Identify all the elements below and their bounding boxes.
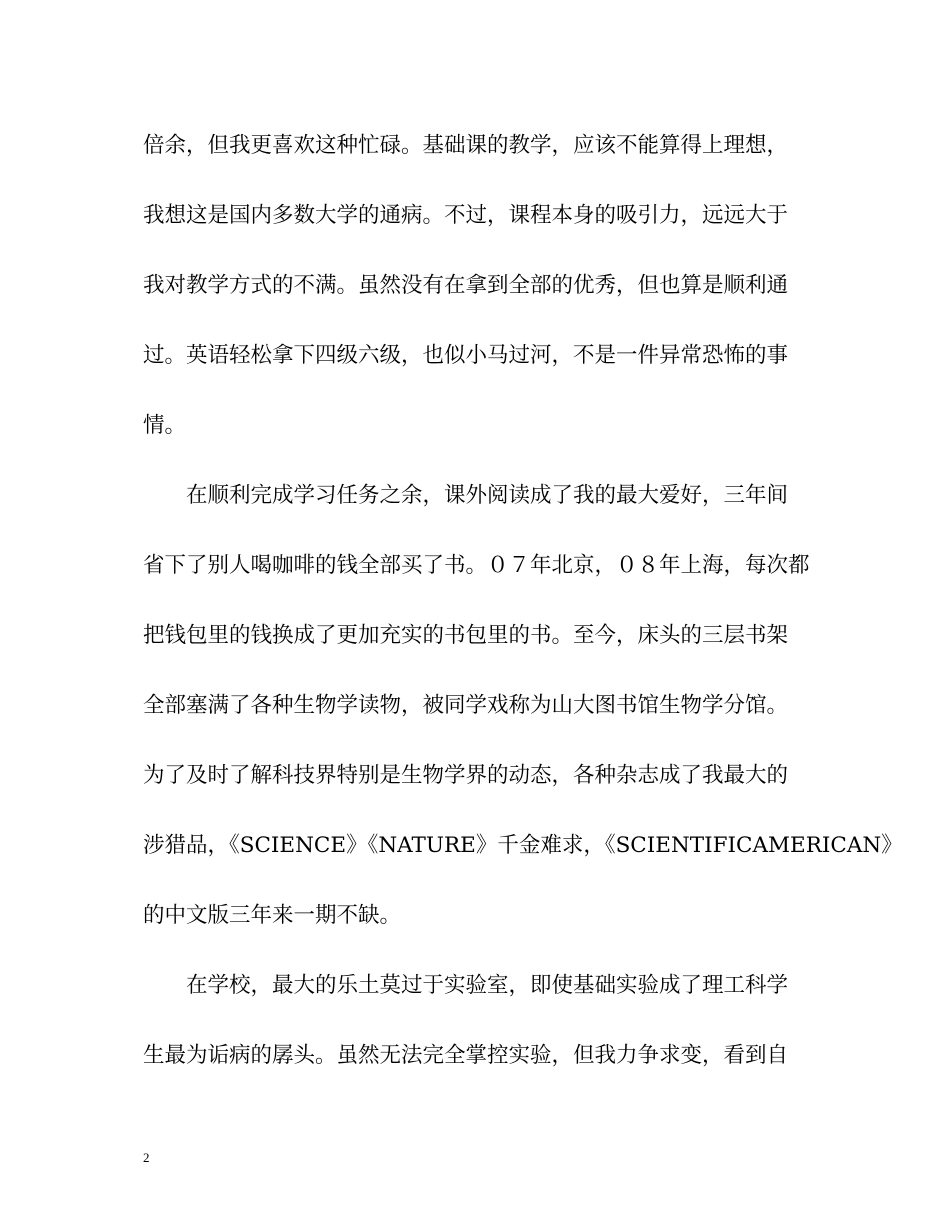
text-line-7: 省下了别人喝咖啡的钱全部买了书。０７年北京，０８年上海，每次都	[143, 553, 810, 578]
text-line-9: 全部塞满了各种生物学读物，被同学戏称为山大图书馆生物学分馆。	[143, 693, 789, 718]
text-line-1: 倍余，但我更喜欢这种忙碌。基础课的教学，应该不能算得上理想，	[143, 133, 789, 158]
text-line-12: 的中文版三年来一期不缺。	[143, 903, 402, 928]
text-line-6: 在顺利完成学习任务之余，课外阅读成了我的最大爱好，三年间	[143, 483, 789, 508]
text-line-10: 为了及时了解科技界特别是生物学界的动态，各种杂志成了我最大的	[143, 763, 789, 788]
text-line-11: 涉猎品，《SCIENCE》《NATURE》千金难求，《SCIENTIFICAMERICAN》	[143, 833, 903, 858]
text-line-5: 情。	[143, 413, 187, 438]
text-line-13: 在学校，最大的乐土莫过于实验室，即使基础实验成了理工科学	[143, 973, 789, 998]
page-number: 2	[143, 1150, 150, 1165]
text-line-8: 把钱包里的钱换成了更加充实的书包里的书。至今，床头的三层书架	[143, 623, 789, 648]
text-line-2: 我想这是国内多数大学的通病。不过，课程本身的吸引力，远远大于	[143, 203, 789, 228]
text-line-14: 生最为诟病的孱头。虽然无法完全掌控实验，但我力争求变，看到自	[143, 1043, 789, 1068]
text-line-4: 过。英语轻松拿下四级六级，也似小马过河，不是一件异常恐怖的事	[143, 343, 789, 368]
text-line-3: 我对教学方式的不满。虽然没有在拿到全部的优秀，但也算是顺利通	[143, 273, 789, 298]
